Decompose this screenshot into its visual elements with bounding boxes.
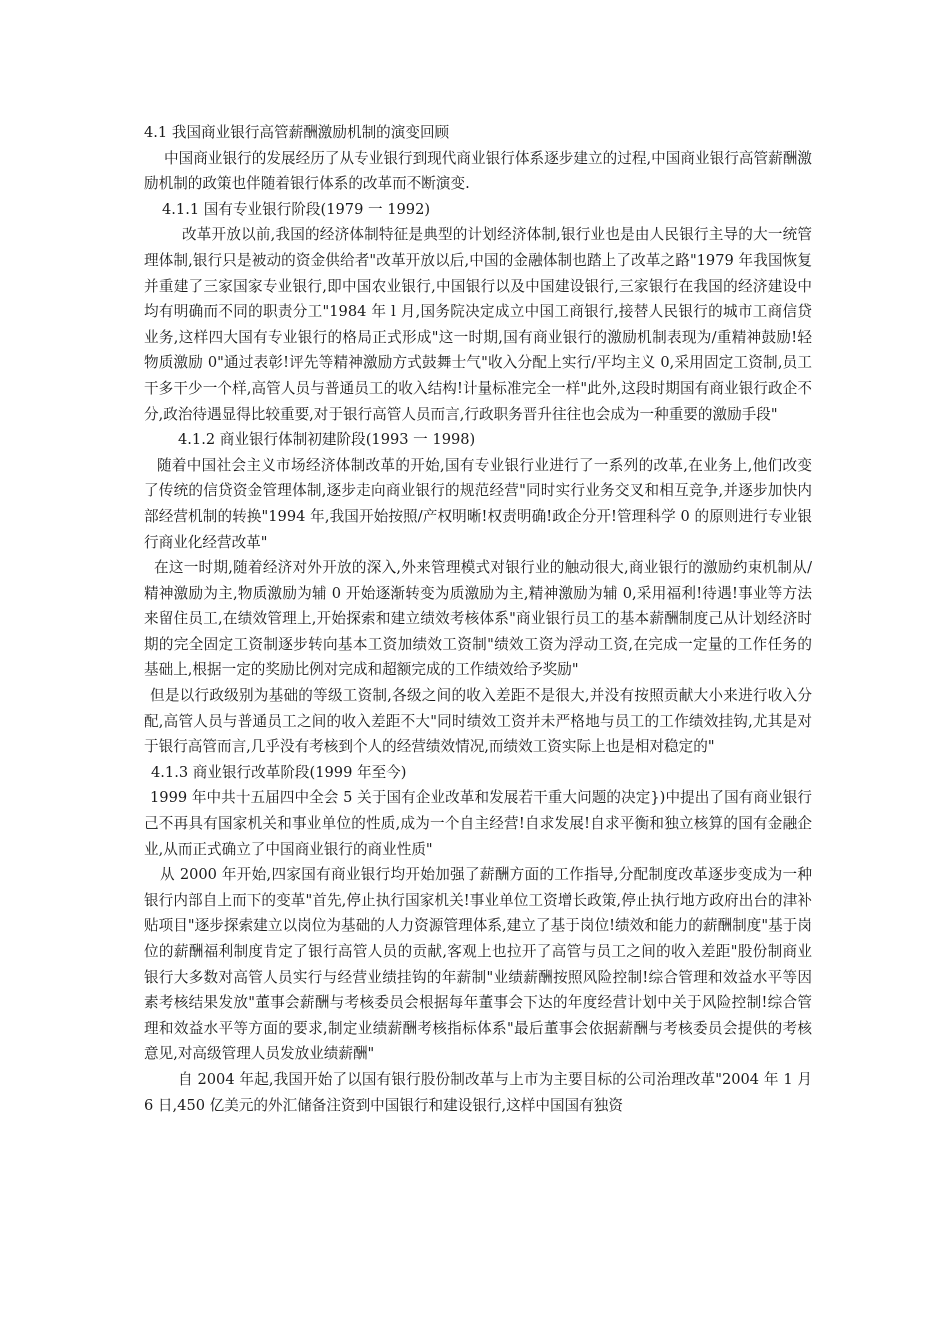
section-3-paragraph-3: 自 2004 年起,我国开始了以国有银行股份制改革与上市为主要目标的公司治理改革"2004 年 1 月 6 日,450 亿美元的外汇储备注资到中国银行和建设银行,这样中国国有独资: [144, 1070, 812, 1114]
section-2-paragraph-2: 在这一时期,随着经济对外开放的深入,外来管理模式对银行业的触动很大,商业银行的激励约束机制从/精神激励为主,物质激励为辅 0 开始逐渐转变为质激励为主,精神激励为辅 0,采用福利!待遇!事业等方法来留住员工,在绩效管理上,开始探索和建立绩效考核体系"商业银行员工的基本薪酬制度己从计划经济时期的完全固定工资制逐步转向基本工资加绩效工资制"绩效工资为浮动工资,在完成一定量的工作任务的基础上,根据一定的奖励比例对完成和超额完成的工作绩效给予奖励": [144, 559, 812, 679]
section-3-paragraph-2: 从 2000 年开始,四家国有商业银行均开始加强了薪酬方面的工作指导,分配制度改革逐步变成为一种银行内部自上而下的变革"首先,停止执行国家机关!事业单位工资增长政策,停止执行地方政府出台的津补贴项目"逐步探索建立以岗位为基础的人力资源管理体系,建立了基于岗位!绩效和能力的薪酬制度"基于岗位的薪酬福利制度肯定了银行高管人员的贡献,客观上也拉开了高管与员工之间的收入差距"股份制商业银行大多数对高管人员实行与经营业绩挂钩的年薪制"业绩薪酬按照风险控制!综合管理和效益水平等因素考核结果发放"董事会薪酬与考核委员会根据每年董事会下达的年度经营计划中关于风险控制!综合管理和效益水平等方面的要求,制定业绩薪酬考核指标体系"最后董事会依据薪酬与考核委员会提供的考核意见,对高级管理人员发放业绩薪酬": [144, 866, 812, 1063]
intro-paragraph: 中国商业银行的发展经历了从专业银行到现代商业银行体系逐步建立的过程,中国商业银行高管薪酬激励机制的政策也伴随着银行体系的改革而不断演变.: [144, 149, 812, 193]
heading-4-1-2: 4.1.2 商业银行体制初建阶段(1993 一 1998): [178, 431, 476, 449]
section-3-paragraph-1: 1999 年中共十五届四中全会 5 关于国有企业改革和发展若干重大问题的决定})中提出了国有商业银行己不再具有国家机关和事业单位的性质,成为一个自主经营!自求发展!自求平衡和独立核算的国有金融企业,从而正式确立了中国商业银行的商业性质": [144, 789, 812, 858]
section-2-paragraph-1: 随着中国社会主义市场经济体制改革的开始,国有专业银行业进行了一系列的改革,在业务上,他们改变了传统的信贷资金管理体制,逐步走向商业银行的规范经营"同时实行业务交叉和相互竞争,并逐步加快内部经营机制的转换"1994 年,我国开始按照/产权明晰!权责明确!政企分开!管理科学 0 的原则进行专业银行商业化经营改革": [144, 456, 812, 551]
document-body: [144, 120, 812, 1118]
section-2-paragraph-3: 但是以行政级别为基础的等级工资制,各级之间的收入差距不是很大,并没有按照贡献大小来进行收入分配,高管人员与普通员工之间的收入差距不大"同时绩效工资并未严格地与员工的工作绩效挂钩,尤其是对于银行高管而言,几乎没有考核到个人的经营绩效情况,而绩效工资实际上也是相对稳定的": [144, 687, 812, 756]
section-1-paragraph-1: 改革开放以前,我国的经济体制特征是典型的计划经济体制,银行业也是由人民银行主导的大一统管理体制,银行只是被动的资金供给者"改革开放以后,中国的金融体制也踏上了改革之路"1979 年我国恢复并重建了三家国家专业银行,即中国农业银行,中国银行以及中国建设银行,三家银行在我国的经济建设中均有明确而不同的职责分工"1984 年 l 月,国务院决定成立中国工商银行,接替人民银行的城市工商信贷业务,这样四大国有专业银行的格局正式形成"这一时期,国有商业银行的激励机制表现为/重精神鼓励!轻物质激励 0"通过表彰!评先等精神激励方式鼓舞士气"收入分配上实行/平均主义 0,采用固定工资制,员工干多干少一个样,高管人员与普通员工的收入结构!计量标准完全一样"此外,这段时期国有商业银行政企不分,政治待遇显得比较重要,对于银行高管人员而言,行政职务晋升往往也会成为一种重要的激励手段": [144, 226, 812, 423]
heading-4-1-1: 4.1.1 国有专业银行阶段(1979 一 1992): [162, 200, 431, 218]
heading-4-1: 4.1 我国商业银行高管薪酬激励机制的演变回顾: [144, 124, 450, 141]
heading-4-1-3: 4.1.3 商业银行改革阶段(1999 年至今): [151, 763, 407, 781]
